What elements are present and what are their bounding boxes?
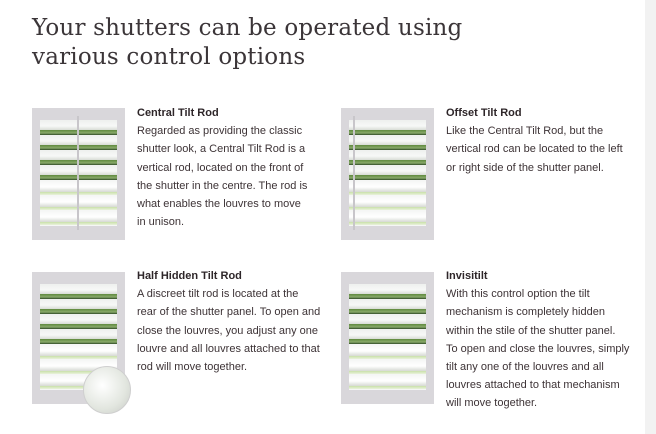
option-heading: Central Tilt Rod (137, 107, 219, 119)
text-line: vertical rod, located on the front of (137, 161, 304, 174)
text-line: close the louvres, you adjust any one (137, 324, 319, 337)
text-line: within the stile of the shutter panel. (446, 324, 616, 337)
text-line: the shutter in the centre. The rod is (137, 179, 308, 192)
text-line: A discreet tilt rod is located at the (137, 288, 299, 301)
text-line: Like the Central Tilt Rod, but the (446, 125, 604, 138)
central-tilt-rod-description (137, 104, 327, 231)
text-line: rear of the shutter panel. To open and (137, 306, 321, 319)
text-line: shutter look, a Central Tilt Rod is a (137, 143, 306, 156)
text-line: rod will move together. (137, 361, 248, 374)
title-line-1: Your shutters can be operated using (32, 15, 463, 41)
text-line: With this control option the tilt (446, 288, 590, 301)
page-title (32, 14, 462, 72)
offset-tilt-rod-description (446, 104, 636, 177)
invisitilt-description (446, 267, 646, 413)
option-heading: Invisitilt (446, 270, 488, 282)
text-line: vertical rod can be located to the left (446, 143, 623, 156)
text-line: mechanism is completely hidden (446, 306, 605, 319)
text-line: Regarded as providing the classic (137, 125, 303, 138)
central-tilt-rod-image (32, 108, 125, 240)
offset-tilt-rod-image (341, 108, 434, 240)
text-line: in unison. (137, 216, 185, 229)
text-line: To open and close the louvres, simply (446, 342, 630, 355)
text-line: what enables the louvres to move (137, 198, 301, 211)
text-line: tilt any one of the louvres and all (446, 361, 604, 374)
text-line: louvre and all louvres attached to that (137, 342, 320, 355)
page-edge (645, 0, 656, 434)
text-line: will move together. (446, 397, 538, 410)
half-hidden-tilt-rod-image (32, 272, 125, 404)
option-heading: Offset Tilt Rod (446, 107, 522, 119)
text-line: louvres attached to that mechanism (446, 379, 620, 392)
half-hidden-tilt-rod-description (137, 267, 327, 376)
text-line: or right side of the shutter panel. (446, 161, 604, 174)
invisitilt-image (341, 272, 434, 404)
option-heading: Half Hidden Tilt Rod (137, 270, 242, 282)
title-line-2: various control options (32, 44, 306, 70)
